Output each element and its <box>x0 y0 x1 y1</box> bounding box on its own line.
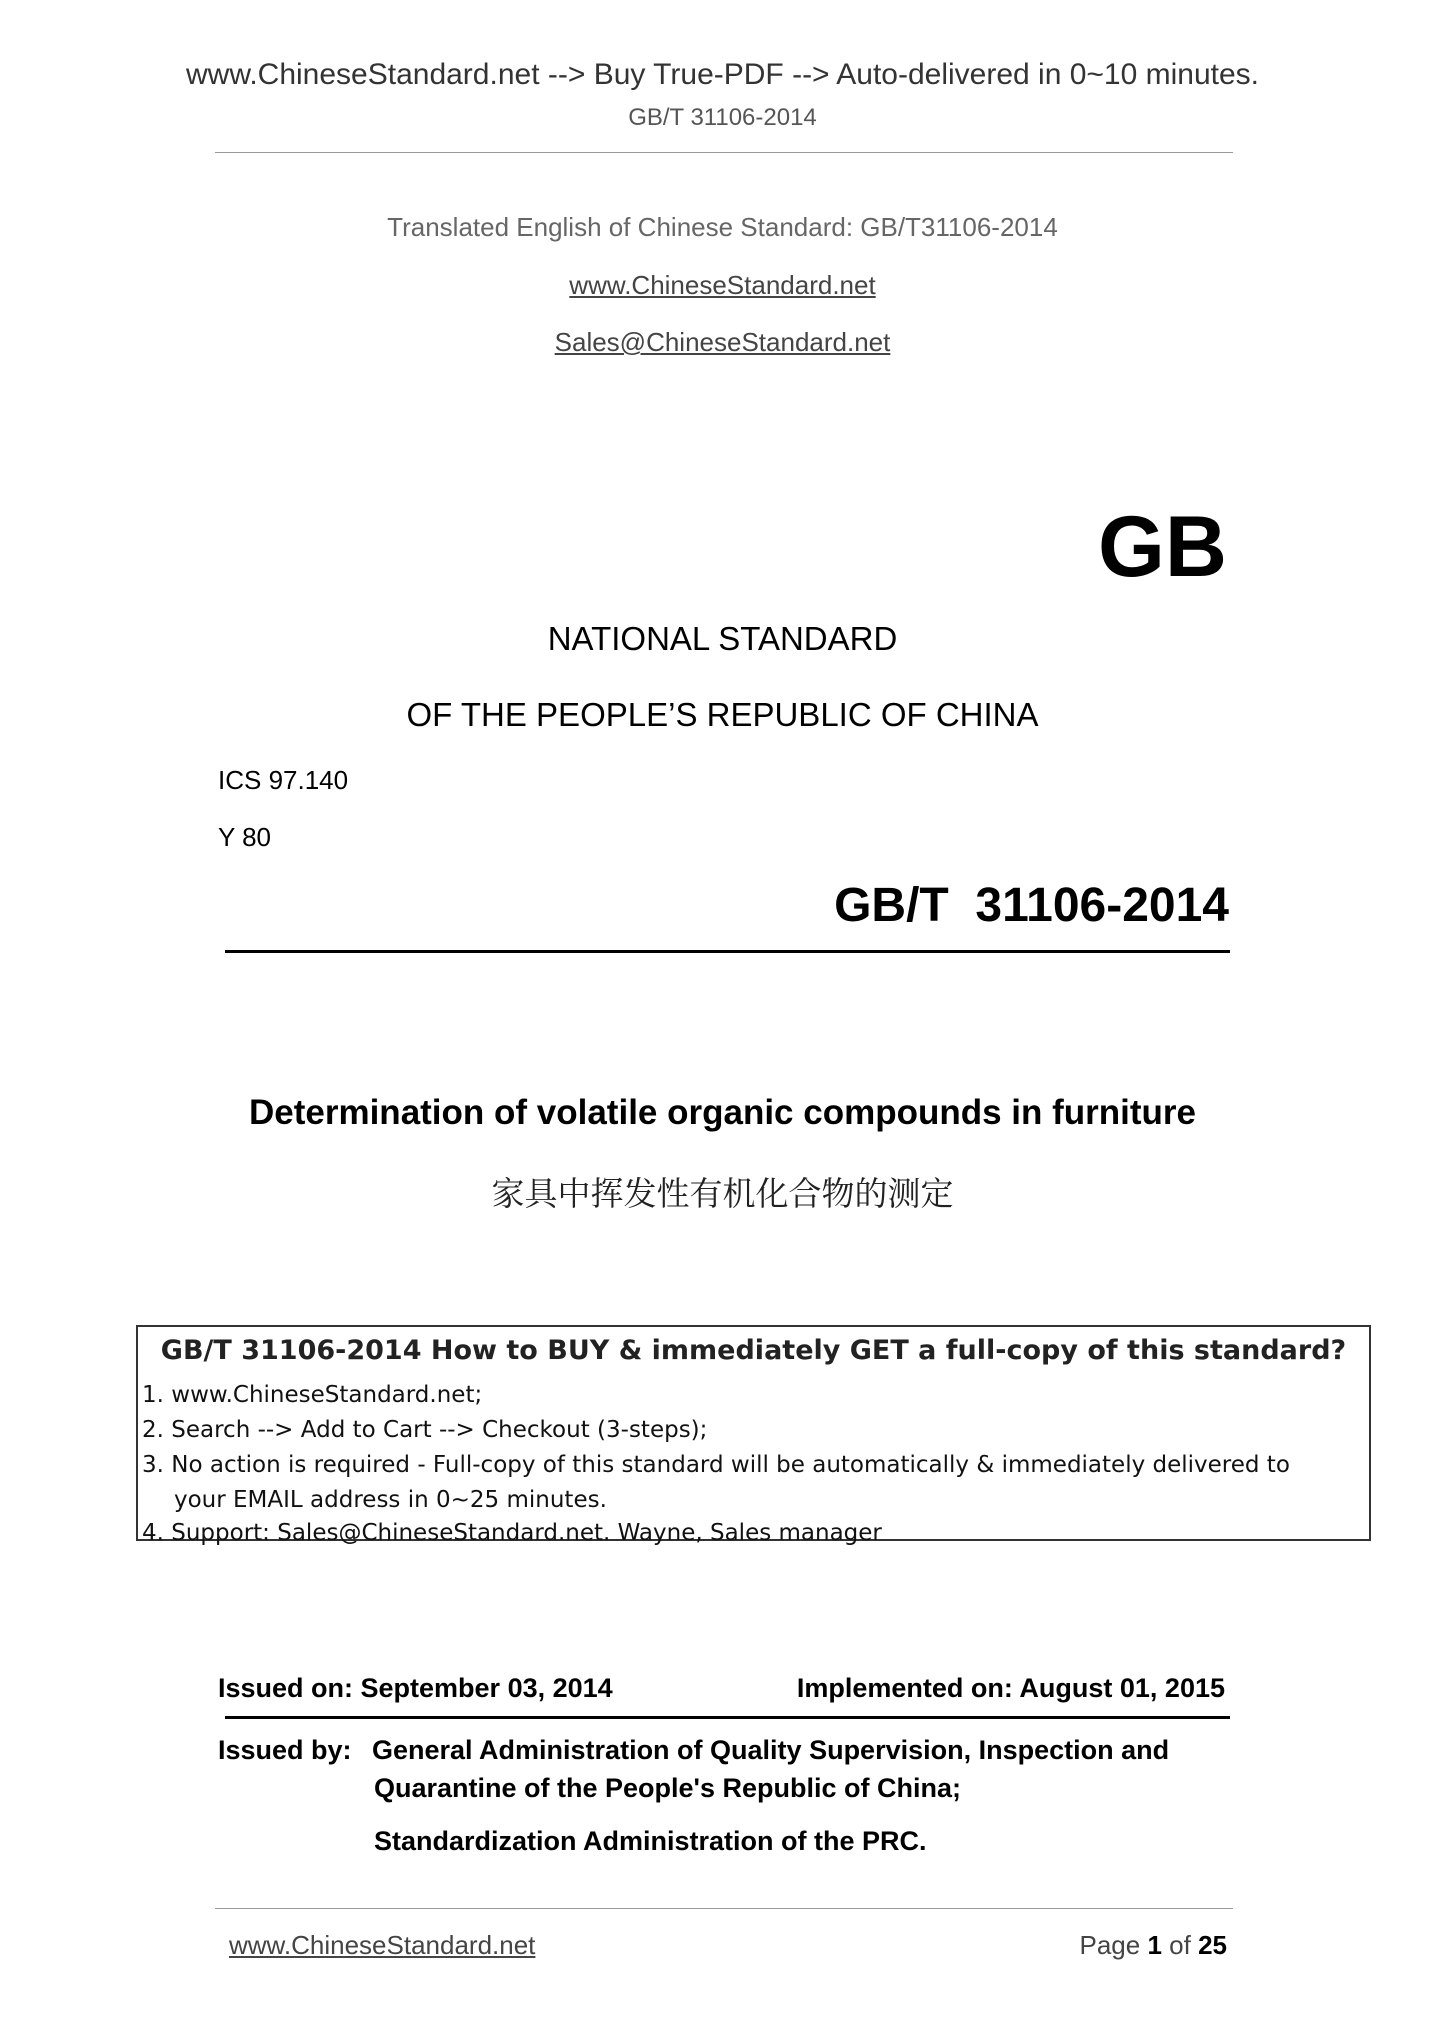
buy-step-1: 1. www.ChineseStandard.net; <box>142 1382 483 1408</box>
ccs-code: Y 80 <box>218 822 272 852</box>
gb-logo: GB <box>1098 499 1227 595</box>
page-number <box>1079 1930 1227 1961</box>
title-chinese: 家具中挥发性有机化合物的测定 <box>491 1174 954 1213</box>
buy-box-title: GB/T 31106-2014 How to BUY & immediately GET a full-copy of this standard? <box>160 1335 1347 1366</box>
footer-website-link[interactable]: www.ChineseStandard.net <box>229 1930 536 1960</box>
email-link-container <box>0 327 1445 358</box>
website-link-container <box>0 270 1445 301</box>
national-standard-heading: NATIONAL STANDARD <box>547 620 898 657</box>
buy-step-2: 2. Search --> Add to Cart --> Checkout (3-steps); <box>142 1417 708 1443</box>
page-prefix: Page <box>1079 1930 1141 1960</box>
issuer-line-3: Standardization Administration of the PRC. <box>374 1826 927 1856</box>
website-link[interactable]: www.ChineseStandard.net <box>569 270 876 300</box>
issuer-line-2: Quarantine of the People's Republic of China; <box>374 1773 961 1803</box>
title-english: Determination of volatile organic compounds in furniture <box>248 1093 1197 1132</box>
header-promo-line: www.ChineseStandard.net --> Buy True-PDF --> Auto-delivered in 0~10 minutes. <box>185 58 1260 91</box>
implemented-on-date: Implemented on: August 01, 2015 <box>796 1673 1225 1703</box>
email-link[interactable]: Sales@ChineseStandard.net <box>554 327 891 357</box>
issuer-line-1: General Administration of Quality Supervision, Inspection and <box>372 1735 1170 1765</box>
title-divider <box>225 950 1230 953</box>
dates-divider <box>225 1716 1230 1719</box>
header-standard-number: GB/T 31106-2014 <box>628 104 817 131</box>
issued-by-label: Issued by: <box>218 1735 352 1765</box>
footer-divider <box>215 1908 1233 1909</box>
page-total: 25 <box>1198 1930 1227 1960</box>
buy-instructions-box <box>136 1325 1371 1546</box>
issued-on-date: Issued on: September 03, 2014 <box>218 1673 613 1703</box>
prc-heading: OF THE PEOPLE’S REPUBLIC OF CHINA <box>406 696 1039 733</box>
buy-step-3-continuation: your EMAIL address in 0~25 minutes. <box>174 1487 607 1513</box>
page-of: of <box>1169 1930 1191 1960</box>
translated-note: Translated English of Chinese Standard: GB/T31106-2014 <box>387 212 1058 242</box>
standard-number: GB/T 31106-2014 <box>834 879 1229 932</box>
buy-step-3: 3. No action is required - Full-copy of this standard will be automatically & immediately delivered to <box>142 1452 1290 1478</box>
page-current: 1 <box>1147 1930 1162 1960</box>
buy-step-4: 4. Support: Sales@ChineseStandard.net. Wayne, Sales manager <box>142 1520 882 1546</box>
ics-code: ICS 97.140 <box>218 765 349 795</box>
header-divider <box>215 152 1233 153</box>
